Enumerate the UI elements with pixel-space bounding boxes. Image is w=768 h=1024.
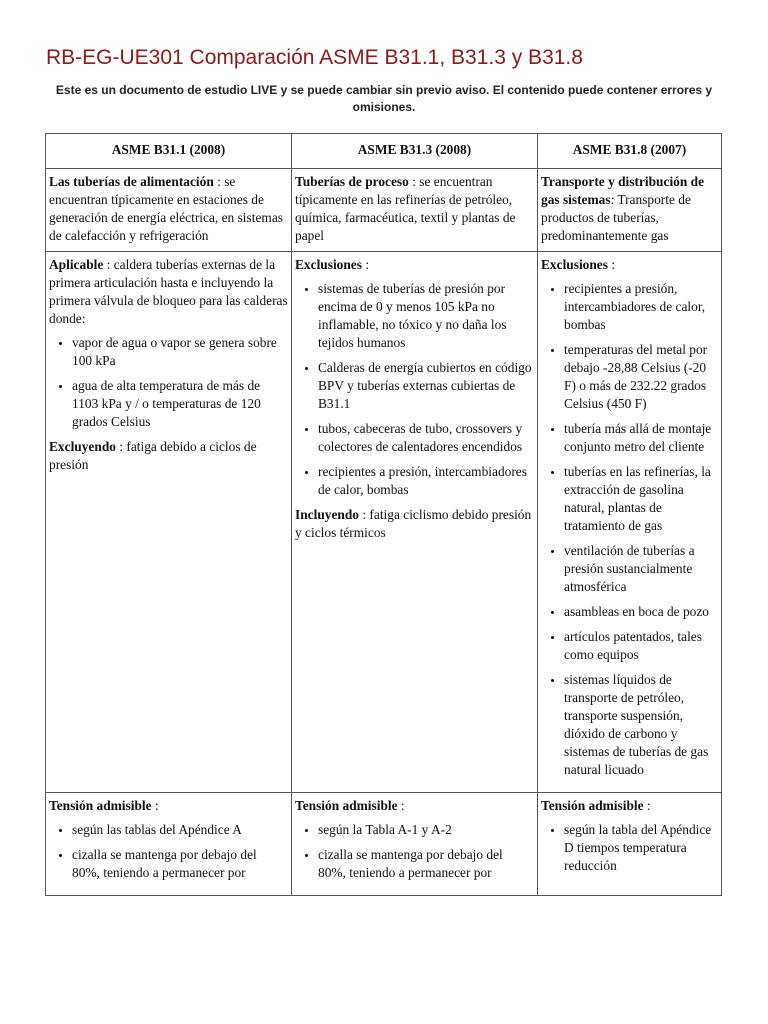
list-item: • según las tablas del Apéndice A [72, 821, 288, 839]
cell-heading: Exclusiones [295, 257, 362, 272]
comparison-table [45, 133, 722, 896]
header-b31-3: ASME B31.3 (2008) [292, 134, 538, 169]
list-item: • cizalla se mantenga por debajo del 80%, teniendo a permanecer por [72, 846, 288, 882]
scope-b31-1 [46, 169, 292, 252]
cell-heading: Tuberías de proceso [295, 174, 409, 189]
list-item: • recipientes a presión, intercambiadores de calor, bombas [318, 463, 534, 499]
list-item: • agua de alta temperatura de más de 1103 kPa y / o temperaturas de 120 grados Celsius [72, 377, 288, 431]
list-item: • tubos, cabeceras de tubo, crossovers y colectores de calentadores encendidos [318, 420, 534, 456]
applicability-b31-1 [46, 252, 292, 793]
table-row [46, 252, 722, 793]
list-item: • artículos patentados, tales como equipos [564, 628, 718, 664]
list-item: • según la Tabla A-1 y A-2 [318, 821, 534, 839]
allowable-stress-b31-8 [538, 793, 722, 896]
list-item: • asambleas en boca de pozo [564, 603, 718, 621]
cell-heading: Tensión admisible [541, 798, 644, 813]
cell-text: : caldera tuberías externas de la primera articulación hasta e incluyendo la primera válvula de bloqueo para las calderas donde: [49, 257, 288, 326]
list-item: • sistemas de tuberías de presión por encima de 0 y menos 105 kPa no inflamable, no tóxico y no daña los tejidos humanos [318, 280, 534, 352]
cell-heading: Aplicable [49, 257, 104, 272]
scope-b31-8 [538, 169, 722, 252]
list-item: • según la tabla del Apéndice D tiempos temperatura reducción [564, 821, 718, 875]
cell-heading: Incluyendo [295, 507, 359, 522]
exclusions-b31-3 [292, 252, 538, 793]
list-item: • recipientes a presión, intercambiadores de calor, bombas [564, 280, 718, 334]
cell-text: : se encuentran típicamente en estaciones de generación de energía eléctrica, en sistemas de calefacción y refrigeración [49, 174, 283, 243]
cell-heading: Exclusiones [541, 257, 608, 272]
cell-text: : Transporte de productos de tuberías, predominantemente gas [541, 192, 691, 243]
header-row [46, 134, 722, 169]
cell-text: : fatiga debido a ciclos de presión [49, 439, 257, 472]
bullet-list [49, 821, 288, 882]
cell-heading: Excluyendo [49, 439, 116, 454]
cell-text: : [607, 257, 616, 272]
list-item: • Calderas de energía cubiertos en código BPV y tuberías externas cubiertas de B31.1 [318, 359, 534, 413]
cell-text: : [397, 798, 405, 813]
list-item: • temperaturas del metal por debajo -28,88 Celsius (-20 F) o más de 232.22 grados Celsius (450 F) [564, 341, 718, 413]
cell-heading: Las tuberías de alimentación [49, 174, 214, 189]
cell-heading: Tensión admisible [295, 798, 398, 813]
header-b31-1: ASME B31.1 (2008) [46, 134, 292, 169]
bullet-list [295, 280, 534, 499]
allowable-stress-b31-1 [46, 793, 292, 896]
cell-text: : [151, 798, 159, 813]
list-item: • ventilación de tuberías a presión sustancialmente atmosférica [564, 542, 718, 596]
disclaimer-notice: Este es un documento de estudio LIVE y se puede cambiar sin previo aviso. El contenido puede contener errores y omisiones. [55, 83, 713, 114]
list-item: • vapor de agua o vapor se genera sobre 100 kPa [72, 334, 288, 370]
cell-text: : [361, 257, 370, 272]
list-item: • cizalla se mantenga por debajo del 80%, teniendo a permanecer por [318, 846, 534, 882]
header-b31-8: ASME B31.8 (2007) [538, 134, 722, 169]
bullet-list [49, 334, 288, 431]
document-title: RB-EG-UE301 Comparación ASME B31.1, B31.3 y B31.8 [46, 46, 583, 69]
cell-heading: Transporte y distribución de gas sistemas [541, 174, 705, 207]
cell-text: : fatiga ciclismo debido presión y ciclos térmicos [295, 507, 532, 540]
list-item: • sistemas líquidos de transporte de petróleo, transporte suspensión, dióxido de carbono y sistemas de tuberías de gas natural licuado [564, 671, 718, 779]
cell-text: : [643, 798, 651, 813]
table-row [46, 169, 722, 252]
bullet-list [295, 821, 534, 882]
cell-heading: Tensión admisible [49, 798, 152, 813]
bullet-list [541, 821, 718, 875]
cell-text: : se encuentran típicamente en las refinerías de petróleo, química, farmacéutica, textil y plantas de papel [295, 174, 516, 243]
bullet-list [541, 280, 718, 779]
allowable-stress-b31-3 [292, 793, 538, 896]
list-item: • tubería más allá de montaje conjunto metro del cliente [564, 420, 718, 456]
table-row [46, 793, 722, 896]
exclusions-b31-8 [538, 252, 722, 793]
scope-b31-3 [292, 169, 538, 252]
list-item: • tuberías en las refinerías, la extracción de gasolina natural, plantas de tratamiento de gas [564, 463, 718, 535]
